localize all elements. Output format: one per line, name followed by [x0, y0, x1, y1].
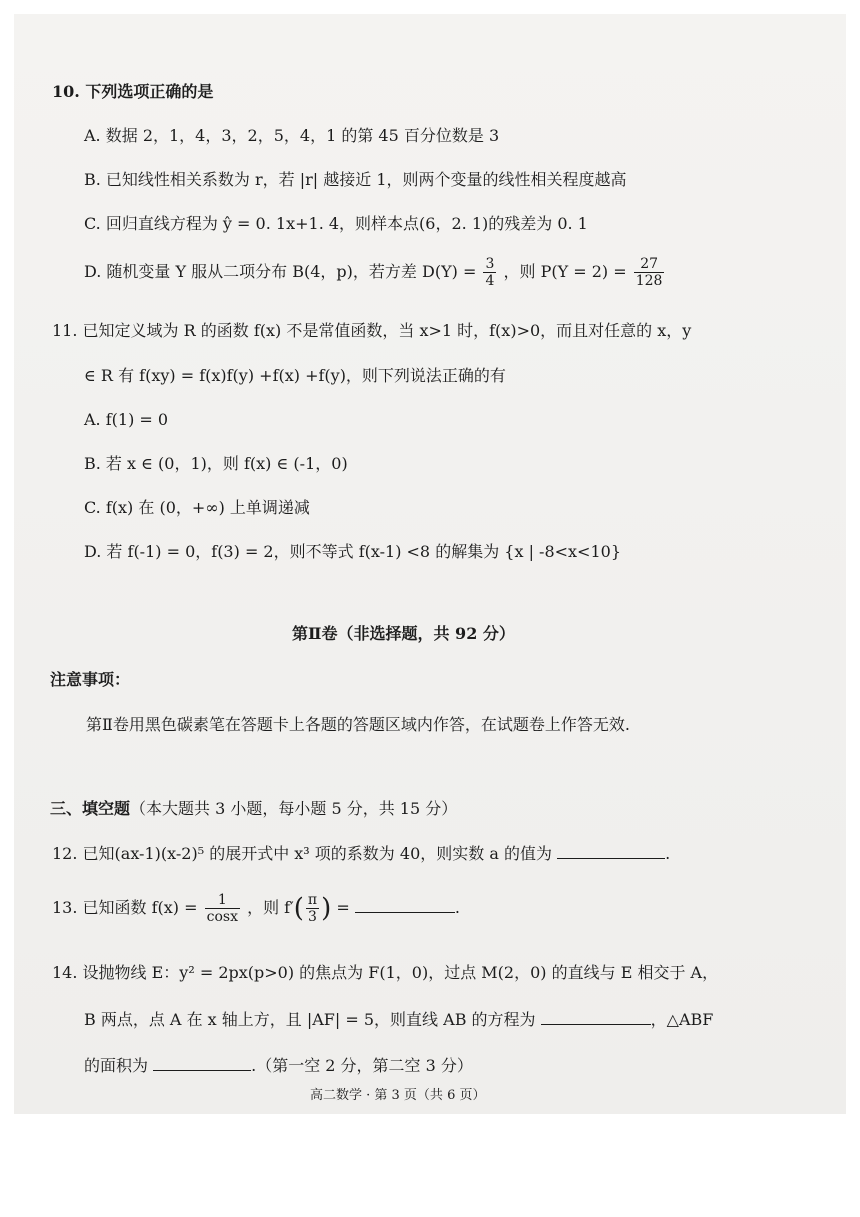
exam-page [14, 14, 846, 1114]
fraction-numerator: 27 [634, 256, 665, 273]
q13 [52, 886, 460, 931]
q13-period: . [454, 898, 460, 917]
q10-stem: 10. 下列选项正确的是 [52, 82, 214, 101]
q11-option-a: A. f(1) = 0 [84, 410, 169, 429]
q13-text-2: ，则 f′ [247, 898, 294, 917]
q10-d-text-2: ，则 P(Y = 2) = [503, 262, 627, 281]
right-paren: ) [321, 893, 332, 924]
q12 [52, 842, 670, 865]
q13-answer-blank[interactable] [355, 896, 455, 913]
q12-answer-blank[interactable] [557, 842, 665, 859]
q11-option-d: D. 若 f(-1) = 0，f(3) = 2，则不等式 f(x-1) <8 的解集为 {x | -8<x<10} [84, 542, 622, 561]
section-3-header [50, 798, 457, 820]
q13-equals: = [336, 898, 350, 917]
q10-d-text-1: D. 随机变量 Y 服从二项分布 B(4，p)，若方差 D(Y) = [84, 262, 477, 281]
q14-line-1: 14. 设抛物线 E：y² = 2px(p>0) 的焦点为 F(1，0)，过点 M(2，0) 的直线与 E 相交于 A， [52, 963, 719, 982]
q11-option-c: C. f(x) 在 (0，+∞) 上单调递减 [84, 498, 310, 517]
q11-stem-line-1: 11. 已知定义域为 R 的函数 f(x) 不是常值函数，当 x>1 时，f(x)>0，而且对任意的 x，y [52, 321, 692, 340]
q10-d-fraction-variance [483, 256, 496, 289]
q14-text-3a: 的面积为 [84, 1056, 149, 1075]
q10-option-c: C. 回归直线方程为 ŷ = 0. 1x+1. 4，则样本点(6，2. 1)的残差为 0. 1 [84, 214, 588, 233]
fraction-denominator: cosx [206, 909, 238, 925]
section-2-title: 第Ⅱ卷（非选择题，共 92 分） [292, 624, 515, 643]
q14-line-2 [84, 1008, 713, 1031]
q13-fraction-function [205, 892, 240, 925]
left-paren: ( [293, 893, 304, 924]
q14-answer-blank-1[interactable] [541, 1008, 651, 1025]
fraction-numerator: π [307, 892, 318, 908]
notice-label: 注意事项： [50, 670, 131, 689]
q14-text-2a: B 两点，点 A 在 x 轴上方，且 |AF| = 5，则直线 AB 的方程为 [84, 1010, 536, 1029]
q12-text: 12. 已知(ax-1)(x-2)⁵ 的展开式中 x³ 项的系数为 40，则实数 a 的值为 [52, 844, 552, 863]
q10-option-b: B. 已知线性相关系数为 r，若 |r| 越接近 1，则两个变量的线性相关程度越高 [84, 170, 627, 189]
q14-text-3b: .（第一空 2 分，第二空 3 分） [251, 1056, 473, 1075]
fraction-numerator: 3 [485, 256, 495, 272]
page-footer: 高二数学 · 第 3 页（共 6 页） [310, 1088, 486, 1103]
q13-fraction-argument [306, 892, 319, 925]
fraction-numerator: 1 [205, 892, 240, 909]
q12-period: . [665, 844, 671, 863]
q13-text-1: 13. 已知函数 f(x) = [52, 898, 198, 917]
q10-option-a: A. 数据 2，1，4，3，2，5，4，1 的第 45 百分位数是 3 [84, 126, 500, 145]
q10-option-d [84, 252, 666, 292]
fraction-denominator: 3 [308, 909, 317, 925]
q11-stem-line-2: ∈ R 有 f(xy) = f(x)f(y) +f(x) +f(y)，则下列说法正确的有 [84, 366, 506, 385]
notice-text: 第Ⅱ卷用黑色碳素笔在答题卡上各题的答题区域内作答，在试题卷上作答无效. [86, 715, 630, 734]
section-3-heading: 三、填空题 [50, 799, 131, 818]
q14-text-2b: ，△ABF [650, 1010, 714, 1029]
fraction-denominator: 4 [485, 273, 495, 289]
q14-answer-blank-2[interactable] [153, 1054, 251, 1071]
q14-line-3 [84, 1054, 473, 1077]
section-3-note: （本大题共 3 小题，每小题 5 分，共 15 分） [130, 799, 458, 818]
q11-option-b: B. 若 x ∈ (0，1)，则 f(x) ∈ (-1，0) [84, 454, 348, 473]
fraction-denominator: 128 [635, 273, 663, 289]
q10-d-fraction-probability [634, 256, 665, 289]
